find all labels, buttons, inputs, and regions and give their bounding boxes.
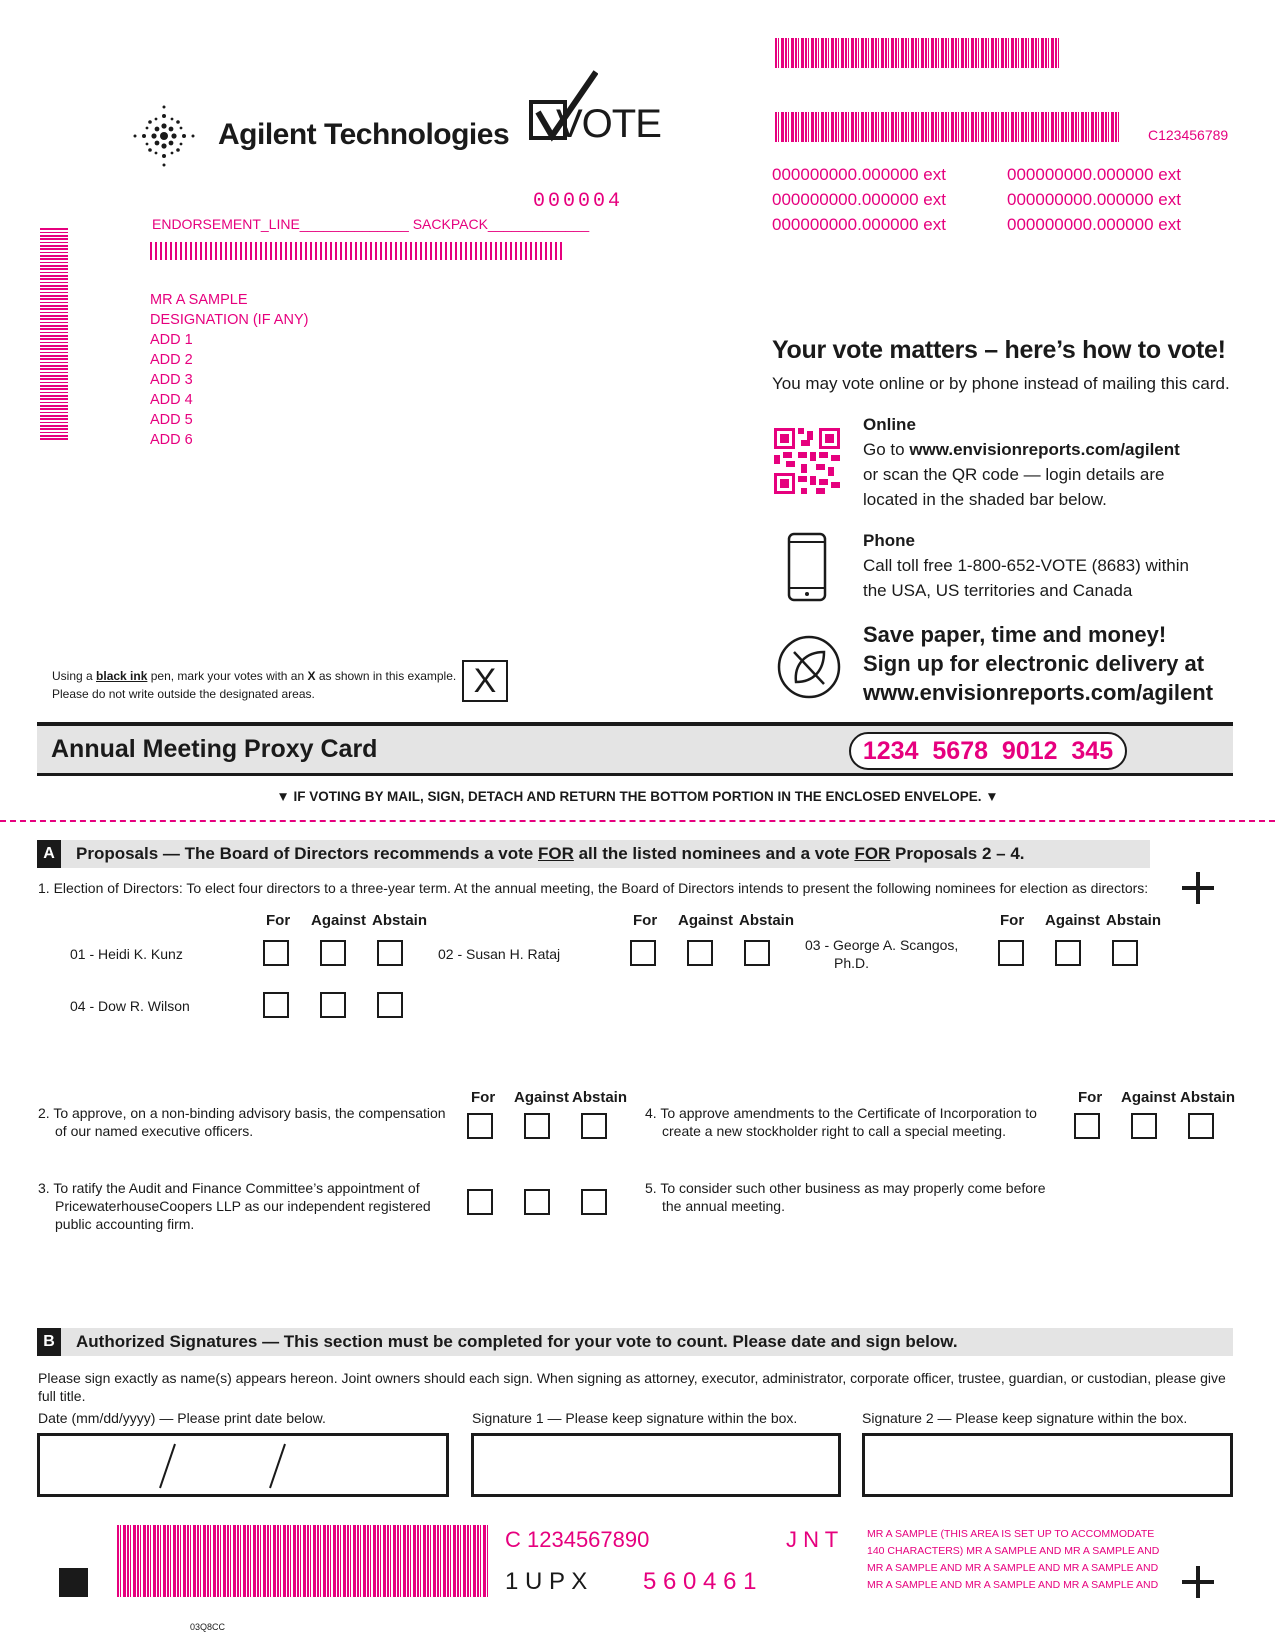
online-line-2: or scan the QR code — login details are [863, 465, 1165, 484]
for-text: FOR [537, 844, 574, 863]
phone-line-2: the USA, US territories and Canada [863, 581, 1133, 600]
col-abstain: Abstain [1180, 1089, 1236, 1106]
postnet-barcode [150, 242, 565, 260]
txt: Proposals 2 – 4. [890, 844, 1025, 863]
sample-line-1: MR A SAMPLE (THIS AREA IS SET UP TO ACCOMMODATE [867, 1528, 1155, 1540]
nominee-04-against-checkbox[interactable] [320, 992, 346, 1018]
txt: as shown in this example. [315, 669, 457, 683]
address-line: ADD 2 [150, 352, 193, 368]
online-url[interactable]: www.envisionreports.com/agilent [909, 440, 1180, 459]
section-b-label: B [37, 1328, 61, 1356]
proposal-3-line-3: public accounting firm. [55, 1216, 195, 1232]
registration-mark-plus [1182, 1566, 1214, 1598]
signature-1-label: Signature 1 — Please keep signature within the box. [472, 1410, 798, 1426]
proposal-4-line-1: 4. To approve amendments to the Certificate of Incorporation to [645, 1105, 1037, 1121]
online-prefix: Go to [863, 440, 910, 459]
online-line-3: located in the shaded bar below. [863, 490, 1107, 509]
col-against: Against [1121, 1089, 1177, 1106]
instructions-line-2: Please do not write outside the designated areas. [52, 687, 315, 701]
col-abstain: Abstain [739, 912, 795, 929]
footer-jnt: J N T [786, 1527, 839, 1552]
address-block [150, 290, 308, 450]
nominee-04-for-checkbox[interactable] [263, 992, 289, 1018]
detach-instructions: ▼ IF VOTING BY MAIL, SIGN, DETACH AND RETURN THE BOTTOM PORTION IN THE ENCLOSED ENVELOPE. ▼ [276, 789, 999, 804]
signature-1-field[interactable] [471, 1433, 841, 1497]
signature-2-field[interactable] [862, 1433, 1233, 1497]
phone-line-1: Call toll free 1-800-652-VOTE (8683) within [863, 556, 1189, 575]
control-code: C123456789 [1148, 127, 1229, 143]
ext-line: 000000000.000000 ext [1007, 190, 1181, 209]
proposal-2-abstain-checkbox[interactable] [581, 1113, 607, 1139]
col-for: For [266, 912, 291, 929]
sample-line-3: MR A SAMPLE AND MR A SAMPLE AND MR A SAMPLE AND [867, 1562, 1159, 1574]
side-barcode [40, 228, 68, 440]
proposal-2 [38, 1104, 446, 1140]
for-text: FOR [854, 844, 891, 863]
proposal-3-line-2: PricewaterhouseCoopers LLP as our independent registered [55, 1198, 431, 1214]
signature-instructions: Please sign exactly as name(s) appears hereon. Joint owners should each sign. When signing as attorney, executor, administrator, corporate officer, trustee, guardian, or custodian, please give full title. [38, 1370, 1226, 1404]
address-line: ADD 3 [150, 372, 193, 388]
company-name: Agilent Technologies [218, 118, 510, 151]
x-text: X [307, 669, 316, 683]
paper-section [863, 620, 1213, 707]
col-against: Against [311, 912, 367, 929]
election-text: 1. Election of Directors: To elect four directors to a three-year term. At the annual meeting, the Board of Directors intends to present the following nominees for election as directors: [38, 880, 1149, 896]
online-section [863, 412, 1180, 512]
address-line: ADD 6 [150, 432, 193, 448]
address-line: ADD 1 [150, 332, 193, 348]
section-a-title [76, 840, 1025, 868]
proxy-bar [37, 722, 1233, 776]
nominee-04-abstain-checkbox[interactable] [377, 992, 403, 1018]
txt: Proposals — The Board of Directors recommends a vote [76, 844, 538, 863]
black-square-mark [59, 1568, 88, 1597]
proposal-3-abstain-checkbox[interactable] [581, 1189, 607, 1215]
col-for: For [1078, 1089, 1103, 1106]
agilent-spark-icon [128, 100, 200, 172]
proposal-5-line-2: the annual meeting. [662, 1198, 785, 1214]
control-number: 1234 5678 9012 345 [862, 737, 1114, 765]
nominee-01-abstain-checkbox[interactable] [377, 940, 403, 966]
vote-text: VOTE [556, 102, 661, 146]
form-code: 03Q8CC [190, 1622, 226, 1632]
sample-line-2: 140 CHARACTERS) MR A SAMPLE AND MR A SAMPLE AND [867, 1545, 1160, 1557]
phone-icon [787, 532, 827, 602]
example-mark-box [462, 660, 508, 702]
nominee-01-for-checkbox[interactable] [263, 940, 289, 966]
how-to-vote-title: Your vote matters – here’s how to vote! [772, 336, 1226, 364]
footer-number: 5 6 0 4 6 1 [643, 1568, 757, 1595]
section-a-label: A [37, 840, 61, 868]
instructions-line-1 [52, 667, 456, 685]
nominee-03-for-checkbox[interactable] [998, 940, 1024, 966]
how-to-vote-subtitle: You may vote online or by phone instead of mailing this card. [772, 374, 1230, 393]
proposal-2-for-checkbox[interactable] [467, 1113, 493, 1139]
nominee-01: 01 - Heidi K. Kunz [70, 946, 183, 962]
nominee-02-abstain-checkbox[interactable] [744, 940, 770, 966]
proposal-3-against-checkbox[interactable] [524, 1189, 550, 1215]
nominee-02-against-checkbox[interactable] [687, 940, 713, 966]
ext-line: 000000000.000000 ext [772, 190, 946, 209]
section-b-title: Authorized Signatures — This section must be completed for your vote to count. Please date and sign below. [76, 1332, 958, 1351]
nominee-03-against-checkbox[interactable] [1055, 940, 1081, 966]
date-label: Date (mm/dd/yyyy) — Please print date below. [38, 1410, 326, 1426]
signature-2-label: Signature 2 — Please keep signature within the box. [862, 1410, 1188, 1426]
sequence-number: 000004 [533, 190, 624, 213]
proposal-2-against-checkbox[interactable] [524, 1113, 550, 1139]
date-field[interactable] [37, 1433, 449, 1497]
nominee-01-against-checkbox[interactable] [320, 940, 346, 966]
paper-line-1: Save paper, time and money! [863, 622, 1167, 647]
footer-code-c: C 1234567890 [505, 1527, 650, 1552]
endorsement-line: ENDORSEMENT_LINE______________ SACKPACK_____________ [152, 216, 590, 232]
sample-line-4: MR A SAMPLE AND MR A SAMPLE AND MR A SAMPLE AND [867, 1579, 1159, 1591]
nominee-04: 04 - Dow R. Wilson [70, 998, 190, 1014]
date-slash-icon [40, 1436, 446, 1494]
marking-instructions [52, 667, 456, 703]
paper-line-3[interactable]: www.envisionreports.com/agilent [863, 680, 1214, 705]
ext-line: 000000000.000000 ext [772, 215, 946, 234]
nominee-02-for-checkbox[interactable] [630, 940, 656, 966]
paper-line-2: Sign up for electronic delivery at [863, 651, 1205, 676]
proposal-2-line-1: 2. To approve, on a non-binding advisory basis, the compensation [38, 1105, 446, 1121]
txt: pen, mark your votes with an [147, 669, 308, 683]
proposal-4 [645, 1104, 1037, 1140]
proposal-5 [645, 1179, 1046, 1215]
footer-barcode [117, 1525, 488, 1597]
registration-mark-plus [1182, 872, 1214, 904]
proposal-3-for-checkbox[interactable] [467, 1189, 493, 1215]
nominee-03: 03 - George A. Scangos, [805, 937, 959, 953]
col-for: For [471, 1089, 496, 1106]
txt: all the listed nominees and a vote [573, 844, 855, 863]
qr-code-icon [774, 428, 840, 494]
online-heading: Online [863, 415, 916, 434]
ext-line: 000000000.000000 ext [1007, 215, 1181, 234]
online-line-1 [863, 437, 1180, 462]
ext-column-2 [1007, 162, 1181, 237]
proposal-4-for-checkbox[interactable] [1074, 1113, 1100, 1139]
perforation-line [0, 820, 1275, 822]
address-line: ADD 5 [150, 412, 193, 428]
col-against: Against [678, 912, 734, 929]
ext-column-1 [772, 162, 946, 237]
address-line: MR A SAMPLE [150, 292, 248, 308]
control-barcode [775, 112, 1120, 142]
col-for: For [633, 912, 658, 929]
phone-section [863, 528, 1189, 603]
proposal-4-against-checkbox[interactable] [1131, 1113, 1157, 1139]
example-x: X [473, 662, 497, 700]
control-number-pill [849, 732, 1127, 770]
nominee-03-suffix: Ph.D. [834, 955, 870, 971]
ext-line: 000000000.000000 ext [1007, 165, 1181, 184]
vote-logo [528, 68, 661, 148]
proposal-5-line-1: 5. To consider such other business as may properly come before [645, 1180, 1046, 1196]
col-for: For [1000, 912, 1025, 929]
address-line: DESIGNATION (IF ANY) [150, 312, 309, 328]
footer-sample-text [867, 1526, 1159, 1594]
proposal-3 [38, 1179, 431, 1233]
proposal-4-line-2: create a new stockholder right to call a special meeting. [662, 1123, 1006, 1139]
nominee-03-abstain-checkbox[interactable] [1112, 940, 1138, 966]
col-abstain: Abstain [1106, 912, 1162, 929]
proposal-2-line-2: of our named executive officers. [55, 1123, 254, 1139]
nominee-02: 02 - Susan H. Rataj [438, 946, 561, 962]
phone-heading: Phone [863, 531, 915, 550]
proxy-card-title: Annual Meeting Proxy Card [51, 735, 378, 763]
top-barcode [775, 38, 1060, 68]
col-abstain: Abstain [572, 1089, 628, 1106]
black-ink-text: black ink [96, 669, 148, 683]
address-line: ADD 4 [150, 392, 193, 408]
ext-line: 000000000.000000 ext [772, 165, 946, 184]
col-against: Against [1045, 912, 1101, 929]
agilent-logo [128, 100, 508, 172]
col-against: Against [514, 1089, 570, 1106]
leaf-icon [776, 634, 842, 700]
proposal-4-abstain-checkbox[interactable] [1188, 1113, 1214, 1139]
proposal-3-line-1: 3. To ratify the Audit and Finance Committee’s appointment of [38, 1180, 420, 1196]
txt: Using a [52, 669, 97, 683]
footer-upx: 1 U P X [505, 1568, 588, 1595]
col-abstain: Abstain [372, 912, 428, 929]
